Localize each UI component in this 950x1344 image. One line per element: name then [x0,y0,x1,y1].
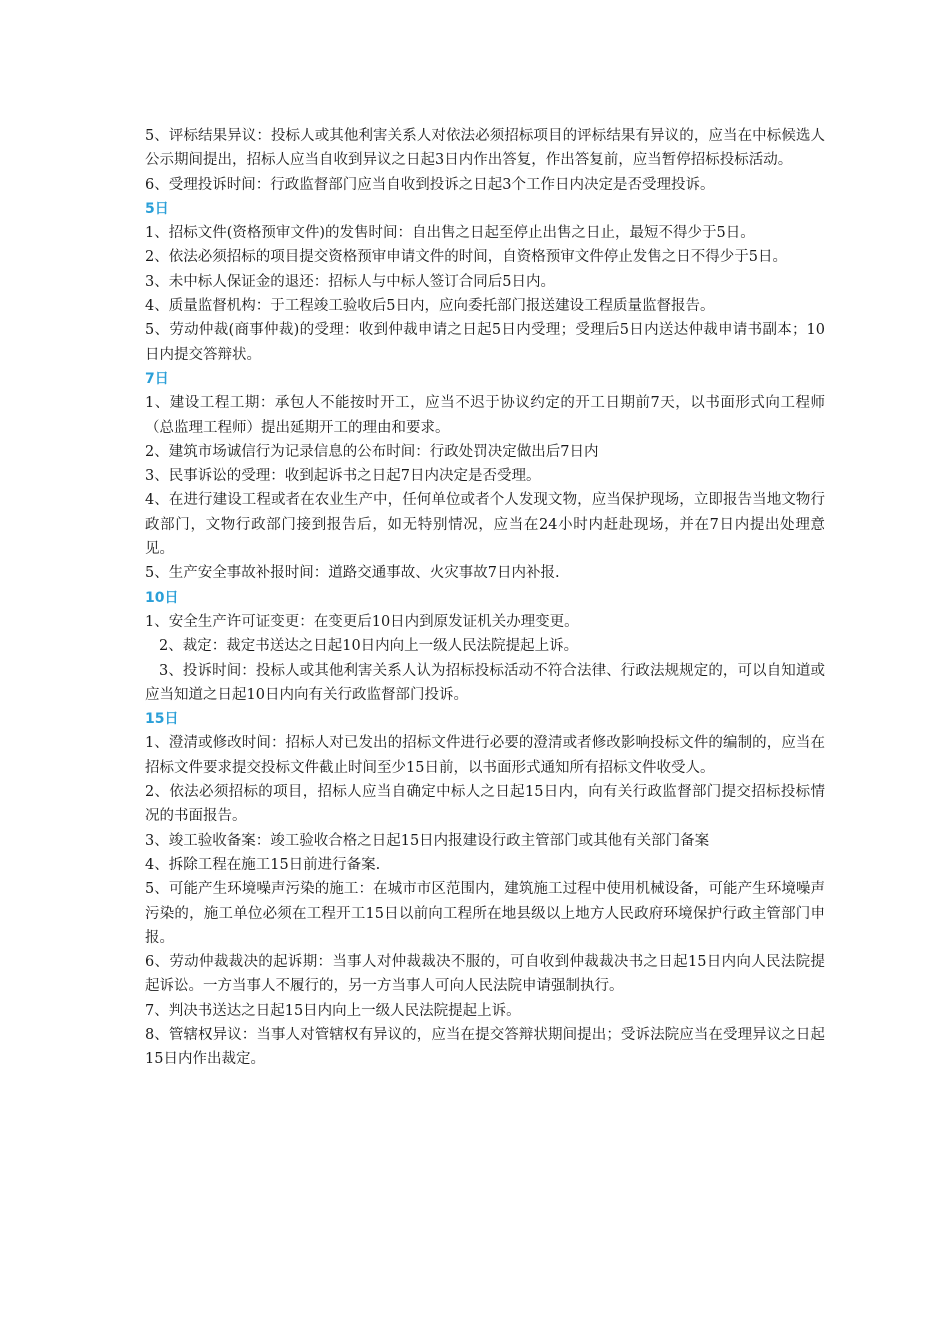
paragraph: 3、投诉时间：投标人或其他利害关系人认为招标投标活动不符合法律、行政法规规定的，可以自知道或应当知道之日起10日内向有关行政监督部门投诉。 [145,662,825,703]
paragraph: 6、劳动仲裁裁决的起诉期：当事人对仲裁裁决不服的，可自收到仲裁裁决书之日起15日内向人民法院提起诉讼。一方当事人不履行的，另一方当事人可向人民法院申请强制执行。 [145,954,825,995]
section-heading: 5日 [145,200,169,217]
paragraph: 1、安全生产许可证变更：在变更后10日内到原发证机关办理变更。 [145,613,579,630]
paragraph: 6、受理投诉时间：行政监督部门应当自收到投诉之日起3个工作日内决定是否受理投诉。 [145,176,715,193]
paragraph: 4、在进行建设工程或者在农业生产中，任何单位或者个人发现文物，应当保护现场，立即报告当地文物行政部门，文物行政部门接到报告后，如无特别情况，应当在24小时内赶赴现场，并在7日内提出处理意见。 [145,492,825,558]
paragraph: 2、依法必须招标的项目提交资格预审申请文件的时间，自资格预审文件停止发售之日不得少于5日。 [145,249,787,266]
paragraph: 5、生产安全事故补报时间：道路交通事故、火灾事故7日内补报. [145,565,560,582]
paragraph: 5、劳动仲裁(商事仲裁)的受理：收到仲裁申请之日起5日内受理；受理后5日内送达仲裁申请书副本；10日内提交答辩状。 [145,322,825,363]
section-heading: 15日 [145,711,179,728]
document-body [145,124,825,1072]
paragraph: 1、建设工程工期：承包人不能按时开工，应当不迟于协议约定的开工日期前7天，以书面形式向工程师（总监理工程师）提出延期开工的理由和要求。 [145,395,825,436]
paragraph: 5、评标结果异议：投标人或其他利害关系人对依法必须招标项目的评标结果有异议的，应当在中标候选人公示期间提出，招标人应当自收到异议之日起3日内作出答复，作出答复前，应当暂停招标投标活动。 [145,128,825,169]
paragraph: 4、质量监督机构：于工程竣工验收后5日内，应向委托部门报送建设工程质量监督报告。 [145,298,715,315]
paragraph: 7、判决书送达之日起15日内向上一级人民法院提起上诉。 [145,1002,521,1019]
paragraph: 2、建筑市场诚信行为记录信息的公布时间：行政处罚决定做出后7日内 [145,443,599,460]
paragraph: 1、招标文件(资格预审文件)的发售时间：自出售之日起至停止出售之日止，最短不得少于5日。 [145,225,755,242]
section-heading: 10日 [145,589,179,606]
paragraph: 3、民事诉讼的受理：收到起诉书之日起7日内决定是否受理。 [145,468,541,485]
paragraph: 2、裁定：裁定书送达之日起10日内向上一级人民法院提起上诉。 [159,638,579,655]
paragraph: 3、竣工验收备案：竣工验收合格之日起15日内报建设行政主管部门或其他有关部门备案 [145,832,710,849]
paragraph: 3、未中标人保证金的退还：招标人与中标人签订合同后5日内。 [145,273,555,290]
paragraph: 8、管辖权异议：当事人对管辖权有异议的，应当在提交答辩状期间提出；受诉法院应当在受理异议之日起15日内作出裁定。 [145,1026,825,1068]
paragraph: 4、拆除工程在施工15日前进行备案. [145,856,381,873]
paragraph: 5、可能产生环境噪声污染的施工：在城市市区范围内，建筑施工过程中使用机械设备，可能产生环境噪声污染的，施工单位必须在工程开工15日以前向工程所在地县级以上地方人民政府环境保护行政主管部门申报。 [145,881,825,946]
section-heading: 7日 [145,370,169,387]
paragraph: 2、依法必须招标的项目，招标人应当自确定中标人之日起15日内，向有关行政监督部门提交招标投标情况的书面报告。 [145,784,825,825]
paragraph: 1、澄清或修改时间：招标人对已发出的招标文件进行必要的澄清或者修改影响投标文件的编制的，应当在招标文件要求提交投标文件截止时间至少15日前，以书面形式通知所有招标文件收受人。 [145,735,825,776]
